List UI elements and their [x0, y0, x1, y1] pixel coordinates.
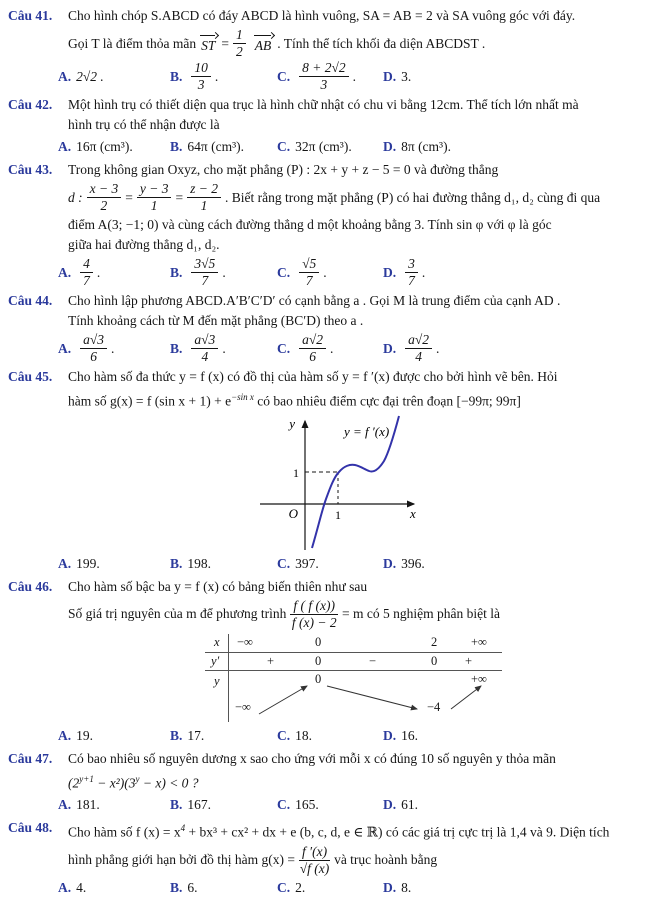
fraction-denominator: f (x) − 2: [291, 614, 337, 630]
answer-option-a: [58, 878, 170, 898]
fraction-numerator: 8 + 2√2: [299, 61, 349, 77]
question-text: Tính khoảng cách từ M đến mặt phẳng (BC′D) theo a .: [68, 313, 364, 328]
fraction-denominator: 7: [408, 273, 415, 288]
fraction: [80, 333, 107, 364]
answer-value: 18.: [295, 727, 312, 743]
answer-tail: .: [96, 264, 101, 280]
answer-option-c: [277, 795, 383, 815]
answer-letter: B.: [170, 139, 183, 154]
equals-sign: =: [125, 189, 133, 205]
answer-row: [58, 554, 644, 574]
answer-option-d: [383, 333, 644, 364]
answer-letter: D.: [383, 879, 397, 895]
question-text: Trong không gian Oxyz, cho mặt phẳng (P) : 2x + y + z − 5 = 0 và đường thẳng: [68, 162, 499, 177]
answer-letter: D.: [383, 340, 397, 356]
question-formula: [68, 769, 644, 794]
answer-option-b: [170, 795, 277, 815]
answer-tail: .: [352, 68, 357, 84]
answer-option-a: [58, 726, 170, 746]
table-sign: 0: [431, 653, 438, 668]
text-segment: . Tính thể tích khối đa diện ABCDST .: [277, 35, 486, 51]
answer-letter: A.: [58, 797, 72, 812]
answer-letter: B.: [170, 727, 183, 743]
fraction: [299, 845, 330, 876]
answer-option-c: [277, 878, 383, 898]
exponent: y+1: [79, 773, 94, 784]
question-text: Cho hàm số bậc ba y = f (x) có bảng biến thiên như sau: [68, 578, 368, 594]
answer-value: 397.: [295, 555, 319, 571]
answer-value: 2.: [295, 879, 306, 895]
answer-value: 167.: [187, 797, 212, 812]
answer-letter: B.: [170, 555, 183, 571]
question-number: Câu 44.: [8, 293, 53, 308]
question-43: [8, 160, 644, 288]
answer-tail: .: [436, 340, 440, 356]
fraction: [233, 28, 246, 59]
y-tick-label: 1: [293, 465, 299, 480]
answer-option-c: [277, 726, 383, 746]
answer-option-a: [58, 333, 170, 364]
question-text: Cho hình chóp S.ABCD có đáy ABCD là hình vuông, SA = AB = 2 và SA vuông góc với đáy.: [68, 8, 576, 23]
answer-letter: D.: [383, 68, 397, 84]
question-number: Câu 47.: [8, 750, 53, 766]
curve-label: y = f ′(x): [344, 423, 390, 439]
answer-option-a: [58, 67, 170, 87]
fraction-denominator: 2: [236, 44, 243, 59]
table-y-value: −4: [427, 699, 441, 714]
question-48: [8, 818, 644, 898]
answer-letter: A.: [58, 879, 72, 895]
fraction-numerator: y − 3: [137, 182, 172, 198]
question-body: [58, 6, 644, 92]
fraction-numerator: a√2: [405, 333, 432, 349]
answer-letter: C.: [277, 879, 291, 895]
fraction-numerator: 1: [233, 28, 246, 44]
fraction: [405, 333, 432, 364]
exponent: 4: [180, 823, 186, 833]
answer-option-d: [383, 67, 644, 87]
fraction-denominator: 7: [201, 273, 209, 288]
answer-tail: .: [222, 340, 226, 356]
answer-row: [58, 726, 644, 746]
answer-option-a: [58, 137, 170, 157]
question-text: Cho hình lập phương ABCD.A′B′C′D′ có cạnh bằng a . Gọi M là trung điểm của cạnh AD .: [68, 293, 561, 308]
table-arrows: [205, 634, 502, 722]
table-y-value: +∞: [471, 671, 487, 686]
answer-row: [58, 333, 644, 364]
answer-value: 2√2 .: [76, 68, 104, 84]
answer-letter: C.: [277, 68, 291, 84]
fraction-numerator: x − 3: [87, 182, 122, 198]
question-47: [8, 749, 644, 816]
answer-option-c: [277, 137, 383, 157]
fraction-numerator: f ( f (x)): [290, 599, 338, 615]
answer-tail: .: [421, 264, 426, 280]
fraction: [191, 333, 218, 364]
text-segment: (2: [68, 775, 80, 790]
fraction: [187, 182, 221, 213]
answer-letter: A.: [58, 139, 72, 154]
question-text: [68, 845, 644, 876]
fraction-denominator: 6: [90, 349, 97, 364]
question-body: [58, 577, 644, 746]
text-segment: và trục hoành bằng: [334, 852, 438, 867]
question-text: Cho hàm số đa thức y = f (x) có đồ thị của hàm số y = f ′(x) được cho bởi hình vẽ bên. Hỏi: [68, 369, 558, 384]
fraction-numerator: 3√5: [191, 257, 218, 273]
answer-letter: C.: [277, 797, 291, 812]
question-number: Câu 48.: [8, 820, 53, 835]
text-segment: hàm số g(x) = f (sin x + 1) + e: [68, 393, 232, 409]
fraction: [191, 61, 211, 92]
fraction-denominator: √f (x): [299, 860, 330, 876]
fraction-denominator: 3: [197, 77, 205, 92]
question-body: [58, 291, 644, 364]
question-text: giữa hai đường thẳng d₁, d₂.: [68, 237, 220, 252]
fraction: [87, 182, 122, 213]
origin-label: O: [288, 505, 298, 521]
exponent: y: [135, 773, 140, 784]
answer-option-c: [277, 554, 383, 574]
answer-value: 8.: [401, 879, 412, 895]
answer-value: 396.: [401, 555, 425, 571]
fraction-denominator: 4: [415, 349, 422, 364]
table-x-value: +∞: [471, 634, 487, 649]
fraction-numerator: f ′(x): [299, 845, 330, 861]
fraction-numerator: 3: [405, 257, 418, 273]
question-number: Câu 46.: [8, 578, 53, 594]
derivative-graph-svg: [258, 414, 443, 552]
equals-sign: =: [175, 189, 184, 205]
answer-value: 61.: [401, 797, 418, 812]
text-segment: Số giá trị nguyên của m để phương trình: [68, 606, 287, 621]
vector-AB: AB: [253, 33, 275, 55]
answer-option-b: [170, 878, 277, 898]
fraction-denominator: 3: [320, 77, 328, 92]
fraction-numerator: z − 2: [187, 182, 221, 198]
answer-tail: .: [214, 68, 219, 84]
text-segment: d :: [68, 189, 83, 205]
answer-option-d: [383, 795, 644, 815]
text-segment: . Biết rằng trong mặt phẳng (P) có hai đường thẳng d₁, d₂ cùng đi qua: [224, 189, 601, 205]
fraction-numerator: a√3: [191, 333, 218, 349]
fraction: [191, 257, 218, 288]
table-x-value: 0: [315, 634, 322, 649]
table-y-value: −∞: [235, 699, 251, 714]
fraction: [299, 61, 349, 92]
question-number: Câu 45.: [8, 369, 53, 384]
answer-option-c: [277, 333, 383, 364]
answer-row: [58, 257, 644, 288]
fraction-denominator: 7: [83, 273, 90, 288]
question-text: [68, 182, 644, 213]
answer-tail: .: [330, 340, 334, 356]
fraction-denominator: 6: [309, 349, 316, 364]
answer-value: 8π (cm³).: [401, 139, 451, 154]
fraction: [137, 182, 172, 213]
table-sign: +: [465, 653, 473, 668]
fraction-denominator: 4: [201, 349, 209, 364]
question-text: [68, 28, 644, 59]
answer-letter: C.: [277, 264, 291, 280]
arrow-up-icon: [451, 686, 481, 709]
answer-option-b: [170, 726, 277, 746]
fraction: [299, 257, 319, 288]
question-number: Câu 43.: [8, 162, 53, 177]
vector-ST: ST: [199, 33, 218, 55]
answer-letter: C.: [277, 139, 291, 154]
answer-option-d: [383, 554, 644, 574]
derivative-graph: [258, 414, 443, 552]
question-number: Câu 42.: [8, 97, 53, 112]
answer-letter: D.: [383, 555, 397, 571]
table-sign: 0: [315, 653, 322, 668]
text-segment: = m có 5 nghiệm phân biệt là: [342, 606, 500, 621]
question-body: [58, 749, 644, 816]
answer-letter: D.: [383, 139, 397, 154]
answer-value: 16.: [401, 727, 418, 743]
answer-option-c: [277, 61, 383, 92]
fraction: [80, 257, 93, 288]
answer-tail: .: [222, 264, 226, 280]
question-text: [68, 599, 644, 630]
fraction-numerator: √5: [299, 257, 319, 273]
answer-letter: B.: [170, 68, 183, 84]
answer-option-a: [58, 257, 170, 288]
text-segment: − x²)(3: [93, 775, 136, 790]
answer-letter: C.: [277, 555, 291, 571]
variation-table: [205, 634, 502, 722]
fraction-denominator: 7: [305, 273, 313, 288]
question-41: [8, 6, 644, 92]
answer-row: [58, 61, 644, 92]
question-body: [58, 818, 644, 898]
table-x-value: 2: [431, 634, 438, 649]
answer-value: 6.: [187, 879, 198, 895]
answer-letter: D.: [383, 797, 397, 812]
answer-option-a: [58, 795, 170, 815]
answer-option-b: [170, 137, 277, 157]
answer-letter: B.: [170, 797, 183, 812]
answer-row: [58, 795, 644, 815]
table-sign: −: [369, 653, 377, 668]
answer-value: 16π (cm³).: [76, 139, 133, 154]
question-text: hình trụ có thể nhận được là: [68, 117, 220, 132]
arrow-up-icon: [259, 686, 307, 714]
answer-letter: A.: [58, 264, 72, 280]
table-y-value: 0: [315, 671, 322, 686]
answer-letter: C.: [277, 340, 291, 356]
answer-option-d: [383, 878, 644, 898]
answer-option-a: [58, 554, 170, 574]
question-44: [8, 291, 644, 364]
answer-value: 3.: [401, 68, 412, 84]
answer-tail: .: [111, 340, 115, 356]
x-tick-label: 1: [335, 507, 341, 522]
answer-value: 64π (cm³).: [187, 139, 244, 154]
y-axis-label: y: [289, 415, 295, 431]
question-42: [8, 95, 644, 157]
arrow-down-icon: [327, 686, 417, 709]
text-segment: + bx³ + cx² + dx + e (b, c, d, e ∈ ℝ) có các giá trị cực trị là 1,4 và 9. Diện tích: [185, 824, 610, 840]
answer-letter: A.: [58, 555, 72, 571]
fraction-numerator: 10: [191, 61, 211, 77]
answer-option-b: [170, 333, 277, 364]
answer-tail: .: [323, 264, 327, 280]
fraction-denominator: 1: [200, 198, 208, 213]
table-x-value: −∞: [237, 634, 253, 649]
answer-value: 165.: [295, 797, 319, 812]
question-text: [68, 387, 644, 412]
fraction-denominator: 2: [100, 198, 108, 213]
question-46: [8, 577, 644, 746]
question-body: [58, 367, 644, 574]
answer-letter: D.: [383, 264, 397, 280]
text-segment: hình phẳng giới hạn bởi đồ thị hàm g(x) =: [68, 852, 295, 867]
answer-option-c: [277, 257, 383, 288]
table-sign: +: [267, 653, 275, 668]
question-body: [58, 95, 644, 157]
fraction: [299, 333, 326, 364]
answer-letter: B.: [170, 264, 183, 280]
answer-value: 19.: [76, 727, 93, 743]
fraction-numerator: a√2: [299, 333, 326, 349]
question-text: Có bao nhiêu số nguyên dương x sao cho ứng với mỗi x có đúng 10 số nguyên y thỏa mãn: [68, 750, 556, 766]
fraction-denominator: 1: [150, 198, 158, 213]
answer-letter: D.: [383, 727, 397, 743]
answer-option-b: [170, 61, 277, 92]
exponent: −sin x: [231, 392, 254, 402]
answer-row: [58, 137, 644, 157]
text-segment: − x) < 0 ?: [139, 775, 199, 790]
answer-letter: C.: [277, 727, 291, 743]
answer-option-d: [383, 137, 644, 157]
table-y-label: y: [214, 673, 220, 688]
answer-value: 32π (cm³).: [295, 139, 352, 154]
answer-letter: B.: [170, 879, 183, 895]
x-axis-label: x: [410, 505, 416, 521]
text-segment: có bao nhiêu điểm cực đại trên đoạn [−99π; 99π]: [253, 393, 521, 409]
answer-value: 181.: [76, 797, 100, 812]
answer-letter: B.: [170, 340, 183, 356]
answer-option-d: [383, 257, 644, 288]
answer-value: 199.: [76, 555, 100, 571]
answer-option-b: [170, 257, 277, 288]
fraction: [405, 257, 418, 288]
table-yprime-label: y′: [211, 653, 220, 668]
answer-value: 198.: [187, 555, 212, 571]
text-segment: Cho hàm số f (x) = x: [68, 824, 181, 840]
table-x-label: x: [214, 634, 220, 649]
question-body: [58, 160, 644, 288]
question-text: Một hình trụ có thiết diện qua trục là hình chữ nhật có chu vi bằng 12cm. Thể tích lớn nhất mà: [68, 97, 579, 112]
question-text: [68, 818, 644, 843]
answer-letter: A.: [58, 340, 72, 356]
answer-row: [58, 878, 644, 898]
fraction: [290, 599, 338, 630]
answer-letter: A.: [58, 68, 72, 84]
equals-sign: =: [221, 35, 229, 51]
answer-value: 17.: [187, 727, 205, 743]
answer-option-d: [383, 726, 644, 746]
answer-option-b: [170, 554, 277, 574]
fraction-numerator: a√3: [80, 333, 107, 349]
text-segment: Gọi T là điểm thỏa mãn: [68, 35, 197, 51]
answer-letter: A.: [58, 727, 72, 743]
fraction-numerator: 4: [80, 257, 93, 273]
question-45: [8, 367, 644, 574]
answer-value: 4.: [76, 879, 87, 895]
question-text: điểm A(3; −1; 0) và cùng cách đường thẳng d một khoảng bằng 3. Tính sin φ với φ là góc: [68, 217, 552, 232]
question-number: Câu 41.: [8, 8, 53, 23]
